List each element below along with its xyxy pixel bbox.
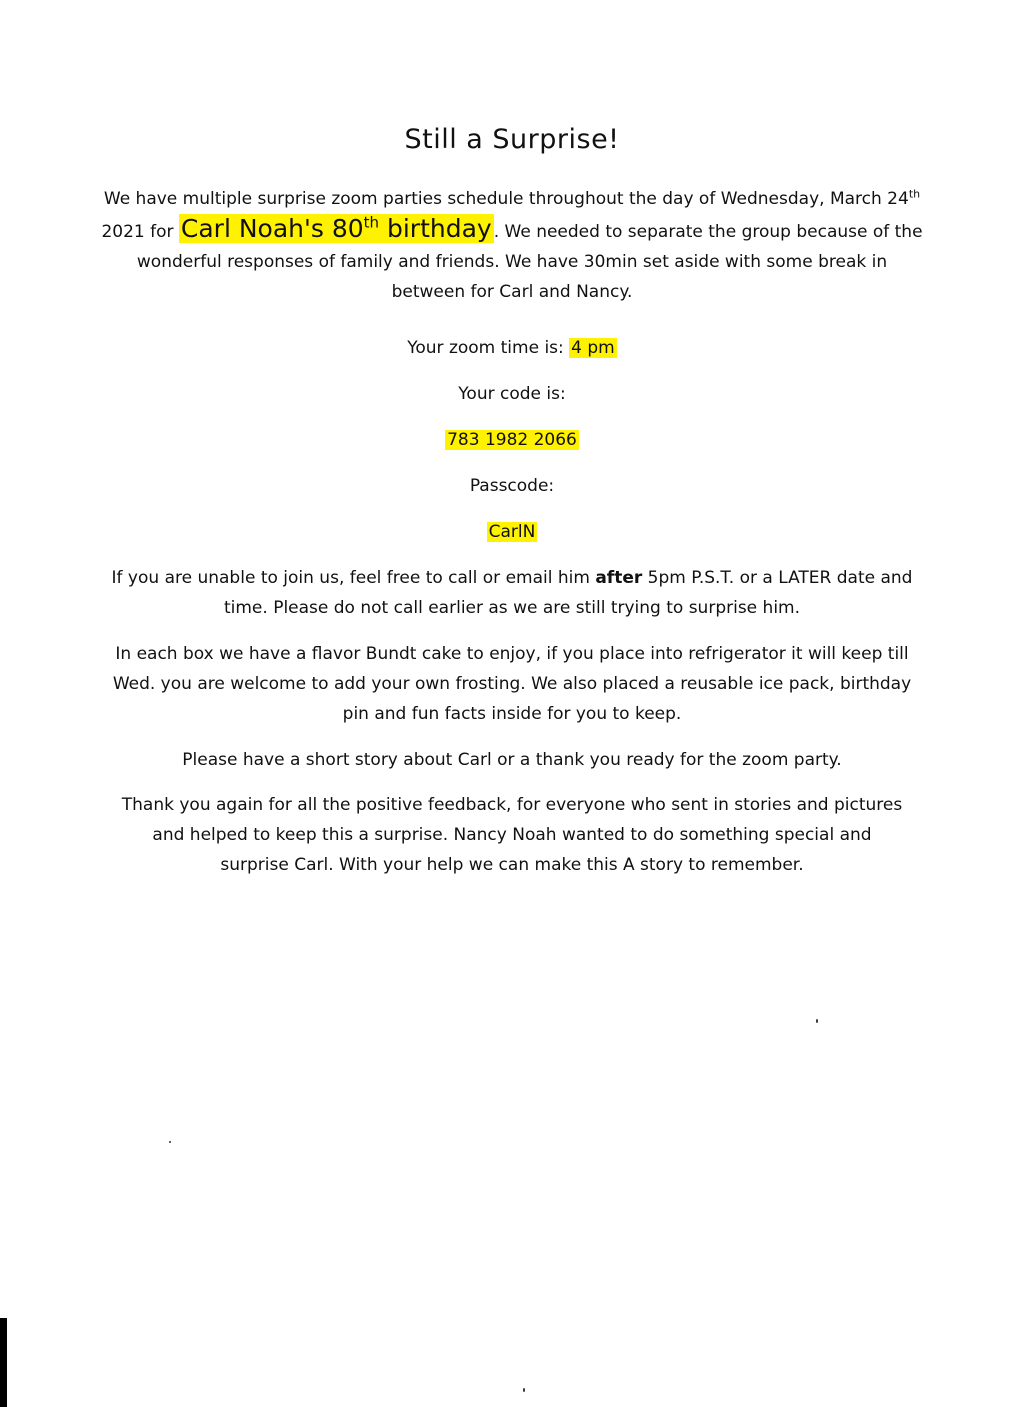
intro-text-2: 2021 for	[101, 222, 179, 242]
intro-paragraph	[100, 184, 924, 307]
zoom-time-line	[0, 333, 1024, 363]
code-value: 783 1982 2066	[447, 430, 577, 450]
unable-text-2: 5pm P.S.T. or a LATER date and time. Please do not call earlier as we are still trying to surprise him.	[223, 568, 913, 618]
scan-edge-mark	[0, 1318, 7, 1407]
highlight-text-b: birthday	[379, 214, 492, 243]
zoom-time-label: Your zoom time is:	[407, 338, 570, 358]
intro-text-1: We have multiple surprise zoom parties schedule throughout the day of Wednesday, March 24	[103, 189, 909, 209]
intro-sup-1: th	[908, 187, 921, 201]
highlight-text-a: Carl Noah's 80	[180, 214, 364, 243]
birthday-highlight	[179, 214, 494, 243]
intro-text-3: . We needed to separate the group because of the wonderful responses of family and friends. We have 30min set aside with some break in between for Carl and Nancy.	[136, 222, 923, 302]
page-title: Still a Surprise!	[404, 124, 620, 155]
passcode-label: Passcode:	[469, 476, 555, 496]
unable-paragraph	[110, 563, 914, 623]
passcode-line	[0, 517, 1024, 547]
highlight-sup: th	[363, 213, 380, 232]
passcode-value: CarlN	[488, 522, 536, 542]
code-line	[0, 425, 1024, 455]
scan-speck	[523, 1388, 525, 1392]
unable-bold: after	[595, 568, 643, 588]
code-label: Your code is:	[458, 384, 566, 404]
unable-text-1: If you are unable to join us, feel free to call or email him	[111, 568, 596, 588]
zoom-time-value: 4 pm	[571, 338, 615, 358]
scan-speck	[169, 1141, 171, 1143]
box-paragraph: In each box we have a flavor Bundt cake to enjoy, if you place into refrigerator it will keep till Wed. you are welcome to add your own frosting. We also placed a reusable ice pack, birthday pin and fun facts inside for you to keep.	[112, 644, 912, 724]
scan-speck	[816, 1019, 818, 1023]
thanks-paragraph: Thank you again for all the positive feedback, for everyone who sent in stories and pictures and helped to keep this a surprise. Nancy Noah wanted to do something special and surprise Carl. With your help we can make this A story to remember.	[121, 795, 903, 875]
story-paragraph: Please have a short story about Carl or a thank you ready for the zoom party.	[182, 750, 842, 770]
